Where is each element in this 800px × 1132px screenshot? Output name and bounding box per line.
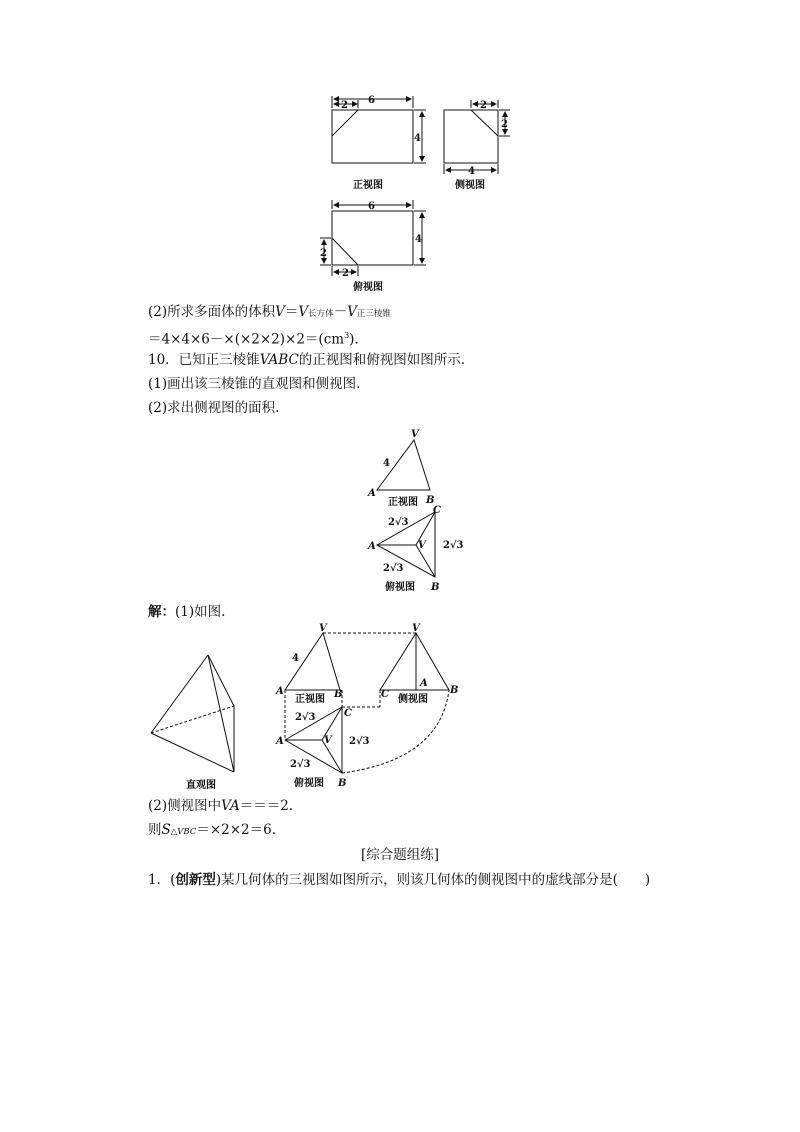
- sol-label-V: V: [319, 623, 327, 634]
- solution-part1: (1)如图.: [175, 604, 226, 620]
- volume-calc-sup: 3: [344, 331, 350, 340]
- solution-part2-prefix: (2)侧视图中: [148, 798, 222, 814]
- problem10-line: [148, 351, 465, 369]
- volume-v: V: [275, 304, 285, 320]
- volume-line: [148, 303, 391, 323]
- p10-label-B2: B: [431, 582, 440, 593]
- volume-v1: V: [298, 304, 309, 320]
- volume-calc: ＝4×4×6－×(×2×2)×2＝(cm: [148, 331, 345, 348]
- problem10-q1: (1)画出该三棱锥的直观图和侧视图.: [148, 376, 361, 392]
- persp-caption: 直观图: [186, 780, 216, 791]
- side-dim-top: 2: [480, 100, 487, 111]
- volume-v2: V: [347, 304, 357, 320]
- solution-part2-line: [148, 797, 293, 815]
- sol-top-A: A: [276, 736, 284, 747]
- solution-line: [148, 603, 225, 621]
- solution-area-line: [148, 821, 276, 841]
- question1-line: [148, 871, 650, 889]
- sol-front-caption: 正视图: [295, 694, 325, 705]
- p10-top-caption: 俯视图: [385, 582, 415, 593]
- solution-area-s: S: [161, 822, 171, 838]
- volume-sub1: 长方体: [308, 309, 334, 319]
- top-view-caption: 俯视图: [353, 282, 383, 293]
- p10-label-A2: A: [368, 541, 376, 552]
- p10-label-r3-right: 2√3: [443, 540, 464, 551]
- volume-calc-end: ).: [349, 331, 359, 348]
- sol-side-A: A: [420, 678, 428, 689]
- top-dim-6: 6: [368, 201, 375, 212]
- sol-top-r3-bottom: 2√3: [290, 759, 311, 770]
- solution-part2-rest: ＝＝＝2.: [239, 798, 294, 814]
- question1-tag: 创新型: [175, 872, 216, 888]
- p10-label-4: 4: [383, 458, 390, 469]
- side-dim-right: 2: [501, 119, 508, 130]
- problem10-name: VABC: [259, 352, 299, 368]
- side-view-1: [444, 100, 510, 174]
- sol-side-B: B: [450, 685, 459, 696]
- sol-label-B: B: [334, 689, 343, 700]
- side-view-caption: 侧视图: [455, 180, 485, 191]
- problem10-rest: 的正视图和俯视图如图所示.: [298, 352, 466, 368]
- solution-side: [380, 633, 449, 690]
- front-dim-6: 6: [368, 95, 375, 106]
- front-dim-2: 2: [341, 100, 348, 111]
- sol-label-A: A: [276, 686, 284, 697]
- top-dim-2-left: 2: [320, 248, 327, 259]
- top-dim-4: 4: [415, 234, 422, 245]
- section-heading: [综合题组练]: [360, 847, 440, 863]
- sol-top-r3-right: 2√3: [349, 736, 370, 747]
- problem10-q2: (2)求出侧视图的面积.: [148, 400, 280, 416]
- problem10-number: 10．已知正三棱锥: [148, 352, 260, 368]
- solution-perspective: [151, 655, 234, 772]
- sol-top-B: B: [338, 778, 347, 789]
- volume-minus: －: [333, 304, 348, 320]
- sol-side-caption: 侧视图: [398, 694, 428, 705]
- p10-label-r3-bottom: 2√3: [383, 563, 404, 574]
- p10-front-caption: 正视图: [388, 497, 418, 508]
- volume-sub2: 正三棱锥: [356, 309, 391, 319]
- solution-part2-va: VA: [221, 798, 240, 814]
- sol-top-V: V: [324, 735, 332, 746]
- question1-text: )某几何体的三视图如图所示，则该几何体的侧视图中的虚线部分是( ): [215, 872, 651, 888]
- sol-top-r3-top: 2√3: [295, 712, 316, 723]
- question1-number: 1．(: [148, 872, 176, 888]
- sol-side-C: C: [381, 689, 389, 700]
- p10-label-r3-top: 2√3: [388, 517, 409, 528]
- p10-label-V2: V: [418, 540, 426, 551]
- p10-label-C: C: [433, 505, 441, 516]
- sol-side-V: V: [412, 623, 420, 634]
- volume-calc-line: [148, 327, 359, 349]
- p10-label-B: B: [426, 495, 435, 506]
- volume-prefix: (2)所求多面体的体积: [148, 304, 276, 320]
- front-view-caption: 正视图: [353, 180, 383, 191]
- p10-label-A: A: [368, 488, 376, 499]
- sol-label-4: 4: [292, 653, 299, 664]
- front-dim-4: 4: [414, 133, 421, 144]
- side-dim-bottom: 4: [468, 166, 475, 177]
- solution-area-sub: △VBC: [170, 827, 197, 837]
- solution-area-prefix: 则: [148, 822, 162, 838]
- p10-label-V: V: [411, 429, 419, 440]
- solution-label: 解：: [148, 604, 175, 620]
- solution-area-rest: ＝×2×2＝6.: [196, 822, 277, 838]
- top-dim-2-bottom: 2: [342, 268, 349, 279]
- sol-top-caption: 俯视图: [294, 778, 324, 789]
- volume-eq: ＝: [284, 304, 299, 320]
- sol-top-C: C: [344, 708, 352, 719]
